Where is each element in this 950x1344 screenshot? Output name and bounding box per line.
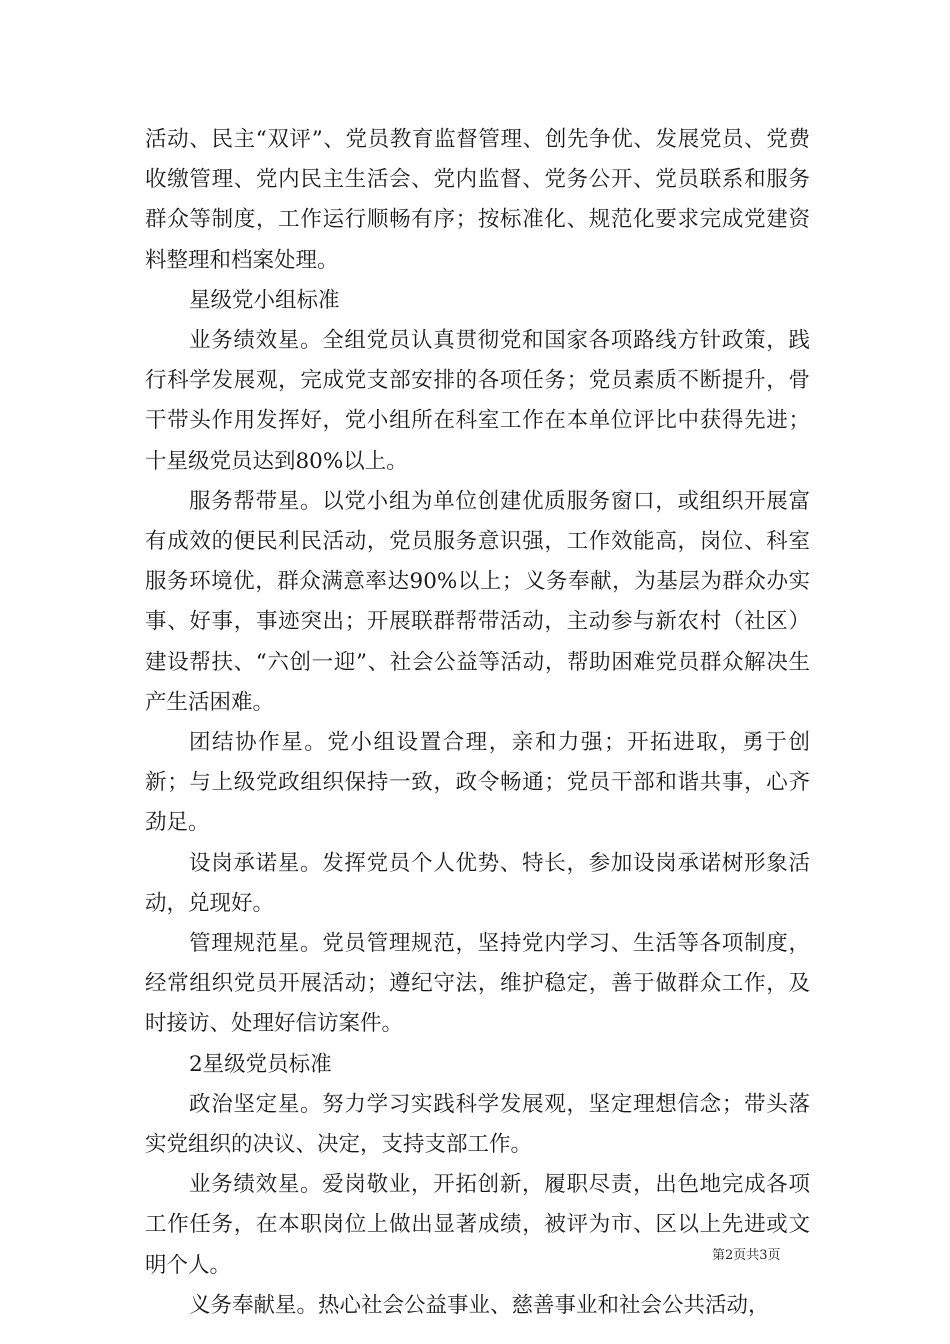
paragraph-service-support-star: 服务帮带星。以党小组为单位创建优质服务窗口，或组织开展富有成效的便民利民活动，党员服务意识强，工作效能高，岗位、科室服务环境优，群众满意率达90%以上；义务奉献，为基层为群众办实事、好事，事迹突出；开展联群帮带活动，主动参与新农村（社区）建设帮扶、“六创一迎”、社会公益等活动，帮助困难党员群众解决生产生活困难。 <box>145 488 810 715</box>
page-number: 第2页共3页 <box>712 1248 781 1263</box>
paragraph-political-firmness-star: 政治坚定星。努力学习实践科学发展观，坚定理想信念；带头落实党组织的决议、决定，支持支部工作。 <box>145 1091 810 1158</box>
section-heading-star-party-member: 2星级党员标准 <box>189 1051 332 1077</box>
document-body <box>145 120 810 1326</box>
paragraph-member-performance-star: 业务绩效星。爱岗敬业，开拓创新，履职尽责，出色地完成各项工作任务，在本职岗位上做出显著成绩，被评为市、区以上先进或文明个人。 <box>145 1172 810 1278</box>
paragraph-management-standard-star: 管理规范星。党员管理规范，坚持党内学习、生活等各项制度，经常组织党员开展活动；遵纪守法，维护稳定，善于做群众工作，及时接访、处理好信访案件。 <box>145 931 810 1037</box>
paragraph-volunteer-dedication-star: 义务奉献星。热心社会公益事业、慈善事业和社会公共活动， <box>189 1292 770 1318</box>
paragraph-unity-cooperation-star: 团结协作星。党小组设置合理，亲和力强；开拓进取，勇于创新；与上级党政组织保持一致，政令畅通；党员干部和谐共事，心齐劲足。 <box>145 730 810 836</box>
paragraph-business-performance-star: 业务绩效星。全组党员认真贯彻党和国家各项路线方针政策，践行科学发展观，完成党支部安排的各项任务；党员素质不断提升，骨干带头作用发挥好，党小组所在科室工作在本单位评比中获得先进；十星级党员达到80%以上。 <box>145 328 810 474</box>
section-heading-star-party-group: 星级党小组标准 <box>189 287 340 313</box>
paragraph-post-commitment-star: 设岗承诺星。发挥党员个人优势、特长，参加设岗承诺树形象活动，兑现好。 <box>145 850 810 916</box>
paragraph-1: 活动、民主“双评”、党员教育监督管理、创先争优、发展党员、党费收缴管理、党内民主生活会、党内监督、党务公开、党员联系和服务群众等制度，工作运行顺畅有序；按标准化、规范化要求完成党建资料整理和档案处理。 <box>145 127 810 273</box>
